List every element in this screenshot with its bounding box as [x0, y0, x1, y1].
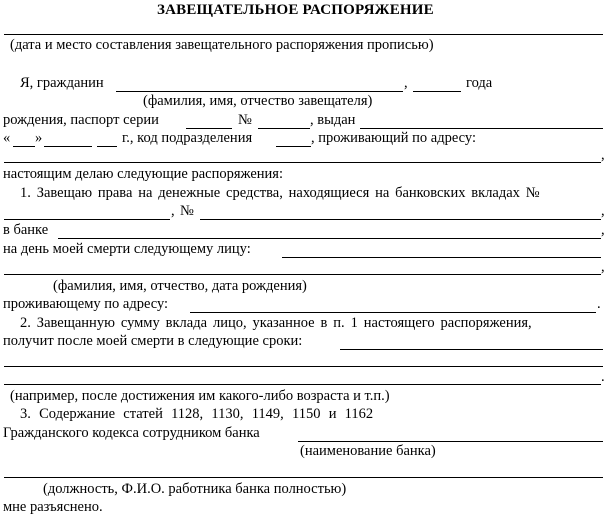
birth-passport-label: рождения, паспорт серии	[3, 112, 159, 128]
address-comma: ,	[601, 147, 605, 163]
item2-line2: получит после моей смерти в следующие сроки:	[3, 333, 303, 349]
terms-blank-2	[4, 366, 603, 367]
residing-label: , проживающий по адресу:	[311, 130, 476, 146]
bank-name-note: (наименование банка)	[300, 443, 436, 459]
document-title: ЗАВЕЩАТЕЛЬНОЕ РАСПОРЯЖЕНИЕ	[157, 2, 434, 18]
terms-blank-1	[340, 349, 603, 350]
issue-month-blank	[44, 146, 92, 147]
hereby-label: настоящим делаю следующие распоряжения:	[3, 166, 283, 182]
heir-blank-1	[282, 257, 601, 258]
heir-address-period: .	[597, 296, 601, 312]
division-code-blank	[276, 146, 311, 147]
explained-label: мне разъяснено.	[3, 499, 103, 515]
account-comma-end: ,	[601, 203, 605, 219]
employee-blank	[4, 477, 603, 478]
item3-line2: Гражданского кодекса сотрудником банка	[3, 425, 260, 441]
year-division-label: г., код подразделения	[122, 130, 253, 146]
on-death-label: на день моей смерти следующему лицу:	[3, 241, 251, 257]
issue-day-blank	[13, 146, 35, 147]
terms-blank-3	[4, 384, 601, 385]
year-word: года	[466, 75, 493, 91]
account-blank-2	[200, 219, 601, 220]
birth-year-blank	[413, 91, 461, 92]
issued-by-label: , выдан	[310, 112, 356, 128]
bank-employee-bank-blank	[298, 441, 603, 442]
account-comma: ,	[171, 203, 175, 219]
bank-name-blank	[58, 238, 601, 239]
i-citizen-label: Я, гражданин	[20, 75, 104, 91]
item3-line1: 3. Содержание статей 1128, 1130, 1149, 1150 и 1162	[20, 406, 374, 422]
passport-number-blank	[258, 128, 310, 129]
date-place-blank	[4, 34, 603, 35]
address-blank	[4, 162, 601, 163]
heir-fio-note: (фамилия, имя, отчество, дата рождения)	[53, 278, 307, 294]
heir-blank-2	[4, 274, 601, 275]
bank-comma: ,	[601, 222, 605, 238]
issue-year-blank	[97, 146, 117, 147]
quote-close: »	[35, 130, 43, 146]
comma: ,	[404, 75, 408, 91]
account-number-sign: №	[180, 203, 194, 219]
in-bank-label: в банке	[3, 222, 49, 238]
passport-series-blank	[186, 128, 232, 129]
item2-line1: 2. Завещанную сумму вклада лицо, указанное в п. 1 настоящего распоряжения,	[20, 315, 532, 331]
date-place-note: (дата и место составления завещательного распоряжения прописью)	[10, 37, 434, 53]
testator-fio-note: (фамилия, имя, отчество завещателя)	[143, 93, 373, 109]
testator-name-blank	[116, 91, 403, 92]
heir-residing-label: проживающему по адресу:	[3, 296, 169, 312]
example-note: (например, после достижения им какого-либо возраста и т.п.)	[10, 388, 390, 404]
heir-comma: ,	[601, 259, 605, 275]
item1-text: 1. Завещаю права на денежные средства, находящиеся на банковских вкладах №	[20, 185, 540, 201]
employee-note: (должность, Ф.И.О. работника банка полностью)	[43, 481, 347, 497]
number-sign: №	[238, 112, 252, 128]
terms-period: .	[601, 369, 605, 385]
heir-address-blank	[190, 312, 596, 313]
quote-open: «	[3, 130, 11, 146]
issued-by-blank	[360, 128, 603, 129]
account-blank-1	[4, 219, 170, 220]
